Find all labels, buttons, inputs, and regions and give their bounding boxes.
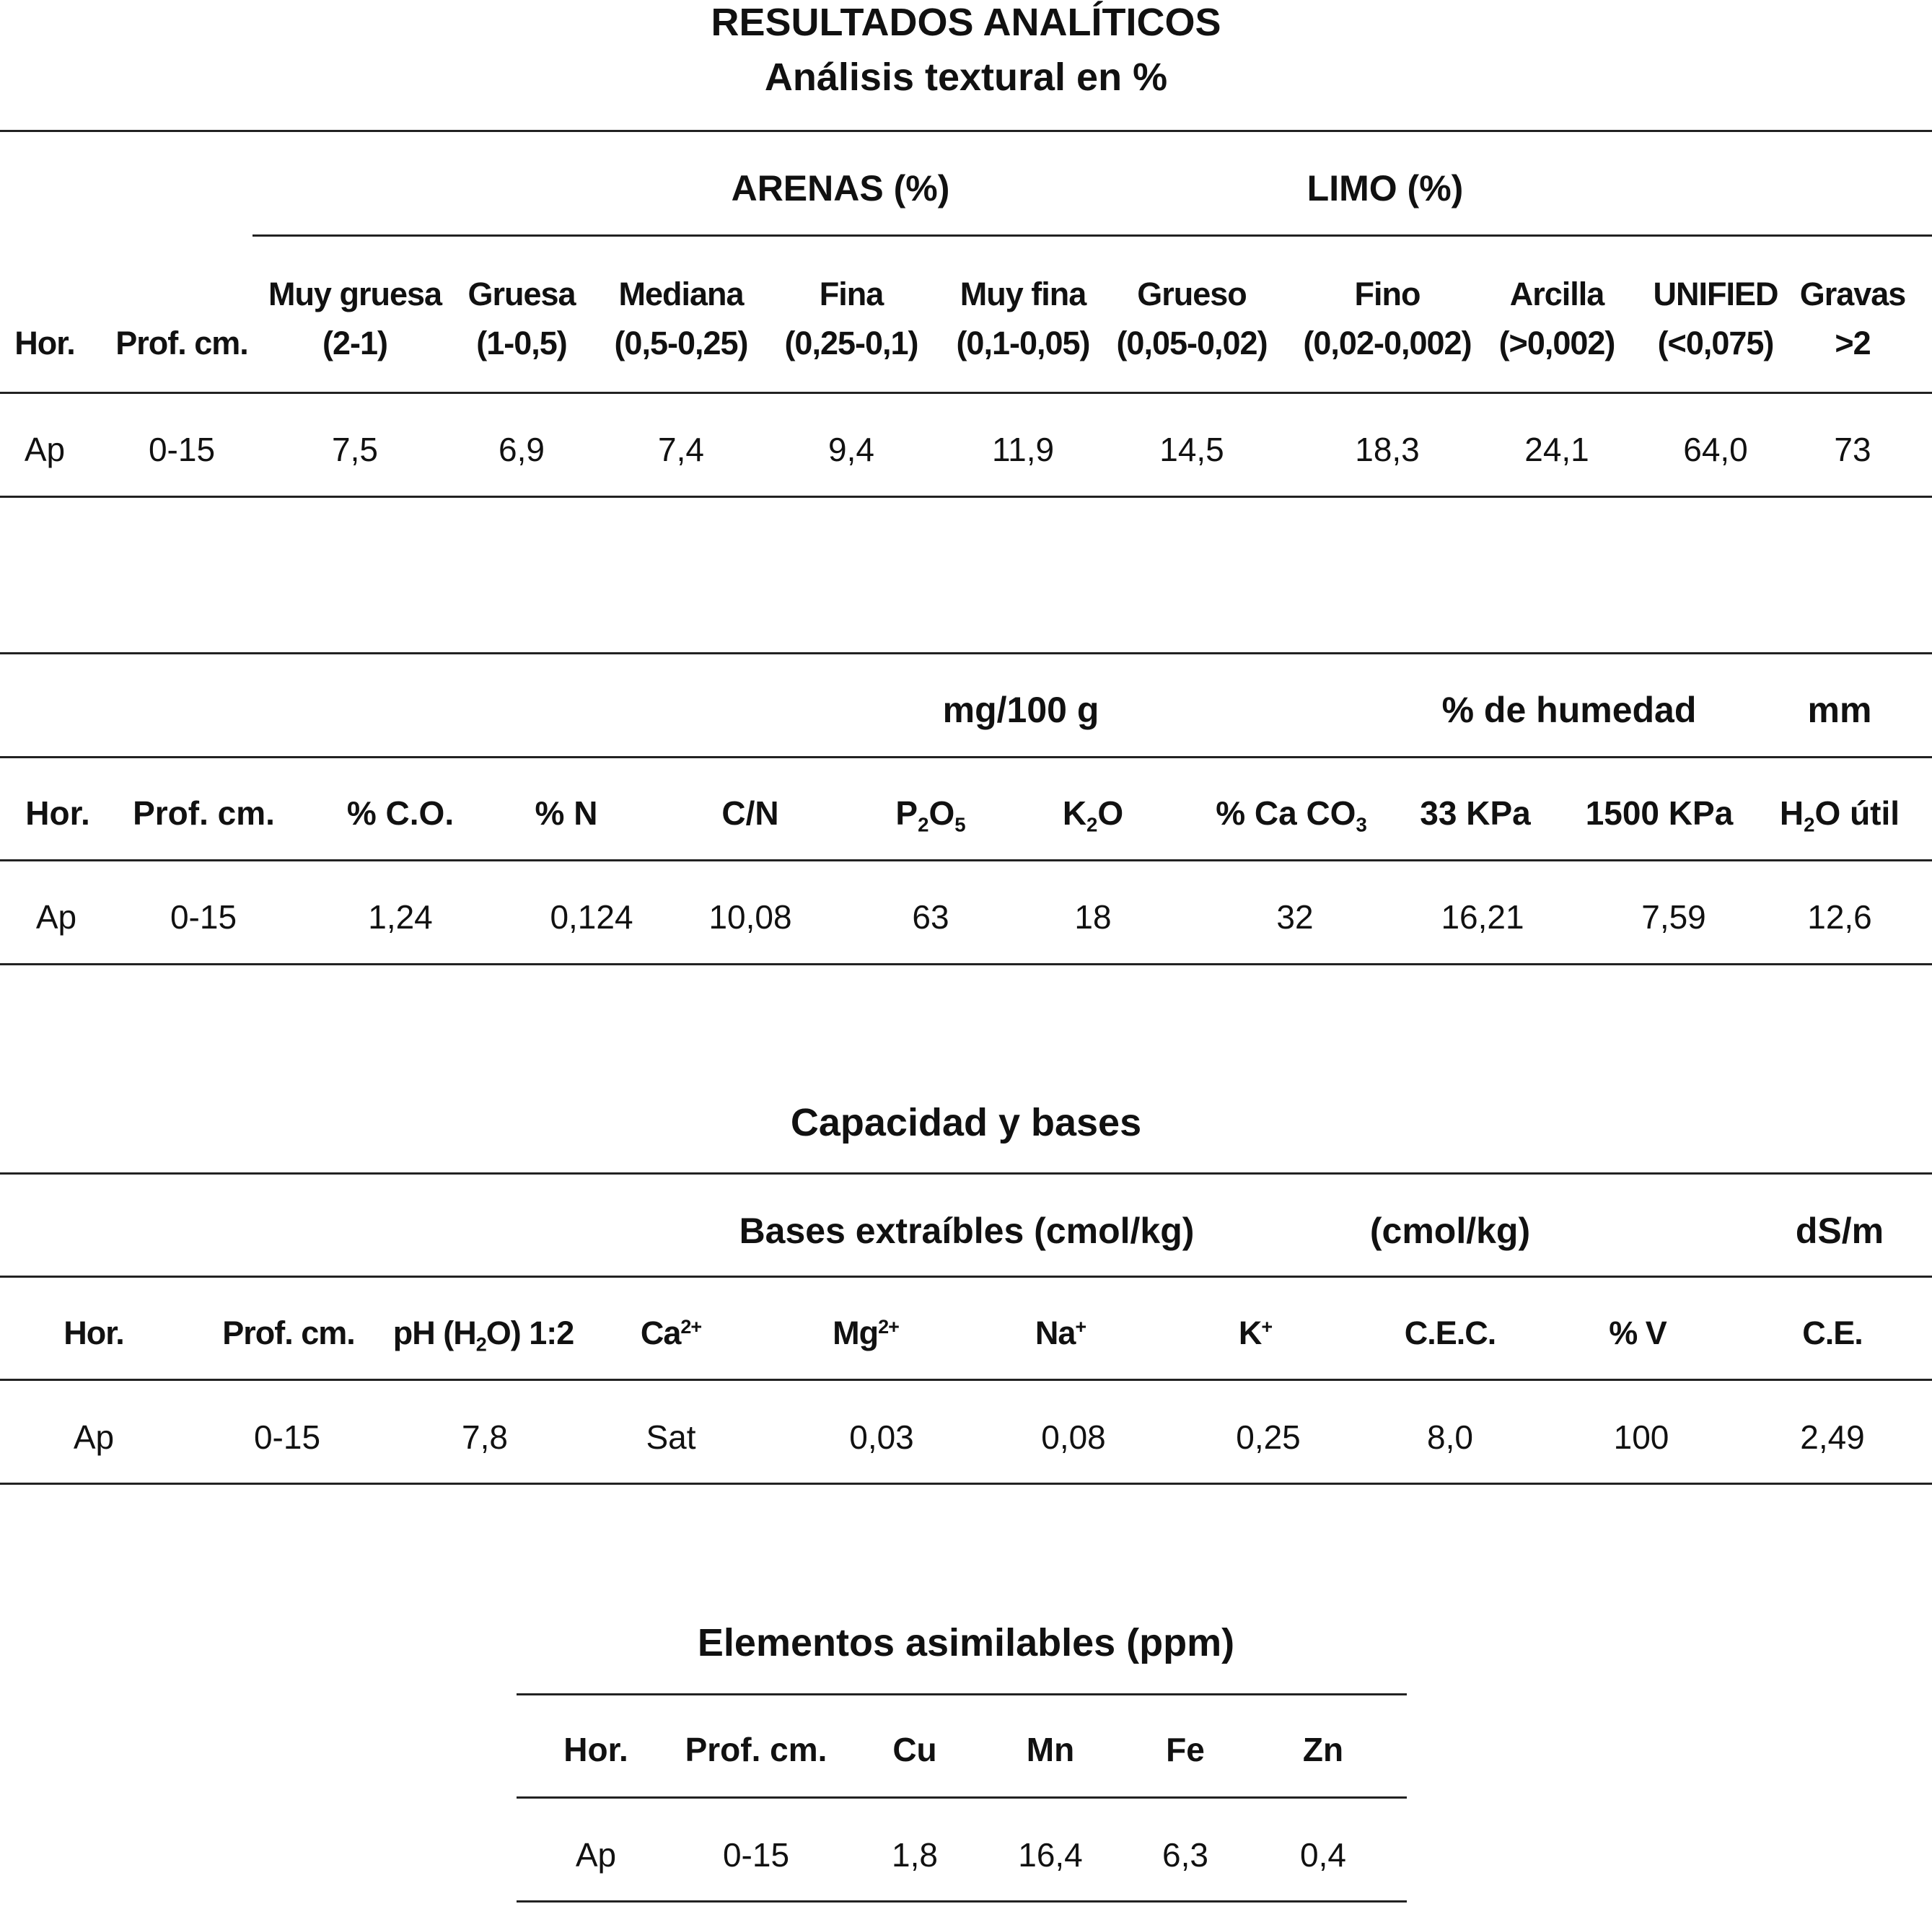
col-1500kpa: 1500 KPa bbox=[1585, 794, 1734, 832]
textural-header-line2: (0,1-0,05) bbox=[956, 325, 1090, 361]
textural-header-line1: Muy fina bbox=[960, 276, 1086, 312]
cap-col-k: K+ bbox=[1238, 1315, 1273, 1351]
cap-col-cec: C.E.C. bbox=[1404, 1315, 1496, 1351]
textural-cell: 64,0 bbox=[1683, 431, 1748, 468]
col-k2o: $K_2O$ bbox=[1062, 794, 1124, 836]
group-mm: mm bbox=[1807, 690, 1872, 730]
group-arenas: ARENAS (%) bbox=[731, 168, 950, 209]
textural-header-line1: Arcilla bbox=[1509, 276, 1604, 312]
textural-header-line2: Prof. cm. bbox=[115, 325, 248, 361]
capacidad-top-rule bbox=[0, 1172, 1932, 1175]
cap-col-prof: Prof. cm. bbox=[222, 1315, 355, 1351]
chemical-group-rule bbox=[0, 756, 1932, 758]
textural-header-line2: Hor. bbox=[14, 325, 75, 361]
capacidad-cell: Sat bbox=[646, 1418, 696, 1456]
elementos-header-cell: Prof. cm. bbox=[685, 1731, 827, 1768]
textural-bottom-rule bbox=[0, 496, 1932, 498]
textural-header-line1: Fina bbox=[819, 276, 884, 312]
textural-header-line1: Muy gruesa bbox=[268, 276, 442, 312]
textural-header-line2: (1-0,5) bbox=[476, 325, 567, 361]
textural-top-rule bbox=[0, 130, 1932, 132]
textural-cell: 7,4 bbox=[658, 431, 704, 468]
chemical-top-rule bbox=[0, 652, 1932, 654]
capacidad-header-rule bbox=[0, 1379, 1932, 1381]
textural-header-line2: (0,02-0,002) bbox=[1303, 325, 1472, 361]
elementos-bottom-rule bbox=[517, 1900, 1407, 1903]
group-humedad: % de humedad bbox=[1441, 690, 1697, 730]
textural-header-line1: Gruesa bbox=[467, 276, 576, 312]
textural-subtitle: Análisis textural en % bbox=[764, 56, 1168, 99]
textural-header-line1: Mediana bbox=[618, 276, 744, 312]
capacidad-group-rule bbox=[0, 1276, 1932, 1278]
chemical-cell: 1,24 bbox=[368, 898, 433, 936]
col-33kpa: 33 KPa bbox=[1420, 794, 1531, 832]
capacidad-bottom-rule bbox=[0, 1483, 1932, 1485]
chemical-cell: 32 bbox=[1276, 898, 1314, 936]
group-limo: LIMO (%) bbox=[1307, 168, 1464, 209]
textural-header-rule bbox=[0, 392, 1932, 394]
textural-cell: 24,1 bbox=[1524, 431, 1589, 468]
capacidad-cell: 8,0 bbox=[1427, 1418, 1473, 1456]
capacidad-cell: 100 bbox=[1613, 1418, 1669, 1456]
elementos-header-cell: Cu bbox=[892, 1731, 937, 1768]
elementos-header-cell: Zn bbox=[1302, 1731, 1344, 1768]
textural-header-line2: >2 bbox=[1835, 325, 1871, 361]
cap-col-v: % V bbox=[1609, 1315, 1667, 1351]
elementos-cell: 0,4 bbox=[1300, 1836, 1346, 1874]
textural-cell: 14,5 bbox=[1159, 431, 1224, 468]
textural-header-line2: (0,05-0,02) bbox=[1116, 325, 1268, 361]
capacidad-cell: 7,8 bbox=[462, 1418, 508, 1456]
textural-cell: 0-15 bbox=[148, 431, 216, 468]
chemical-cell: 10,08 bbox=[708, 898, 792, 936]
textural-header-line1: Grueso bbox=[1137, 276, 1247, 312]
elementos-header-cell: Mn bbox=[1026, 1731, 1075, 1768]
elementos-subtitle: Elementos asimilables (ppm) bbox=[697, 1621, 1235, 1664]
chemical-cell: 12,6 bbox=[1807, 898, 1872, 936]
capacidad-cell: 0,25 bbox=[1236, 1418, 1301, 1456]
textural-header-line2: (0,5-0,25) bbox=[614, 325, 748, 361]
textural-cell: 11,9 bbox=[991, 431, 1055, 468]
col-co: % C.O. bbox=[346, 794, 455, 832]
chemical-cell: 18 bbox=[1074, 898, 1112, 936]
capacidad-cell: 0-15 bbox=[253, 1418, 321, 1456]
textural-cell: 18,3 bbox=[1355, 431, 1420, 468]
elementos-cell: 0-15 bbox=[722, 1836, 790, 1874]
page-title: RESULTADOS ANALÍTICOS bbox=[711, 1, 1221, 44]
textural-header-line1: Fino bbox=[1354, 276, 1421, 312]
elementos-top-rule bbox=[517, 1693, 1407, 1695]
col-hor: Hor. bbox=[25, 794, 90, 832]
textural-header-line2: (2-1) bbox=[322, 325, 387, 361]
cap-col-ca: $Ca^{2+}$ bbox=[640, 1315, 702, 1351]
capacidad-cell: 0,03 bbox=[849, 1418, 914, 1456]
capacidad-subtitle: Capacidad y bases bbox=[790, 1101, 1142, 1144]
col-cn: C/N bbox=[721, 794, 779, 832]
textural-header-line2: (>0,002) bbox=[1498, 325, 1615, 361]
textural-cell: Ap bbox=[24, 431, 66, 468]
group-cmol: (cmol/kg) bbox=[1369, 1211, 1531, 1251]
col-caco3: % Ca $CO_3$ bbox=[1216, 794, 1367, 836]
textural-cell: 7,5 bbox=[332, 431, 378, 468]
col-p2o5: $P_2O_5$ bbox=[895, 794, 966, 836]
cap-col-hor: Hor. bbox=[63, 1315, 124, 1351]
textural-cell: 73 bbox=[1834, 431, 1871, 468]
elementos-cell: 6,3 bbox=[1162, 1836, 1208, 1874]
textural-header-line2: (0,25-0,1) bbox=[784, 325, 918, 361]
capacidad-cell: 0,08 bbox=[1041, 1418, 1106, 1456]
elementos-header-rule bbox=[517, 1796, 1407, 1799]
chemical-header-rule bbox=[0, 859, 1932, 861]
cap-col-na: Na+ bbox=[1035, 1315, 1086, 1351]
chemical-bottom-rule bbox=[0, 963, 1932, 965]
elementos-cell: 1,8 bbox=[892, 1836, 938, 1874]
elementos-cell: 16,4 bbox=[1018, 1836, 1083, 1874]
textural-header-line2: (<0,075) bbox=[1657, 325, 1774, 361]
textural-header-line1: UNIFIED bbox=[1653, 276, 1778, 312]
textural-header-line1: Gravas bbox=[1799, 276, 1906, 312]
chemical-cell: 0,124 bbox=[550, 898, 633, 936]
elementos-header-cell: Hor. bbox=[563, 1731, 628, 1768]
chemical-cell: 7,59 bbox=[1641, 898, 1706, 936]
textural-cell: 9,4 bbox=[828, 431, 874, 468]
capacidad-cell: 2,49 bbox=[1800, 1418, 1865, 1456]
cap-col-ph: pH $(H_2O)$ 1:2 bbox=[392, 1315, 574, 1356]
elementos-cell: Ap bbox=[575, 1836, 617, 1874]
chemical-cell: Ap bbox=[35, 898, 77, 936]
col-h2o-util: $H_2O$ útil bbox=[1779, 794, 1900, 836]
elementos-header-cell: Fe bbox=[1166, 1731, 1205, 1768]
group-bases: Bases extraíbles (cmol/kg) bbox=[739, 1211, 1195, 1251]
textural-cell: 6,9 bbox=[499, 431, 545, 468]
chemical-cell: 0-15 bbox=[170, 898, 237, 936]
capacidad-cell: Ap bbox=[73, 1418, 115, 1456]
cap-col-mg: $Mg^{2+}$ bbox=[833, 1315, 899, 1351]
group-dsm: dS/m bbox=[1795, 1211, 1884, 1251]
col-prof: Prof. cm. bbox=[133, 794, 275, 832]
group-mg100g: mg/100 g bbox=[942, 690, 1099, 730]
chemical-cell: 16,21 bbox=[1441, 898, 1524, 936]
textural-group-rule bbox=[253, 234, 1932, 237]
chemical-cell: 63 bbox=[912, 898, 949, 936]
cap-col-ce: C.E. bbox=[1802, 1315, 1863, 1351]
col-n: % N bbox=[535, 794, 598, 832]
